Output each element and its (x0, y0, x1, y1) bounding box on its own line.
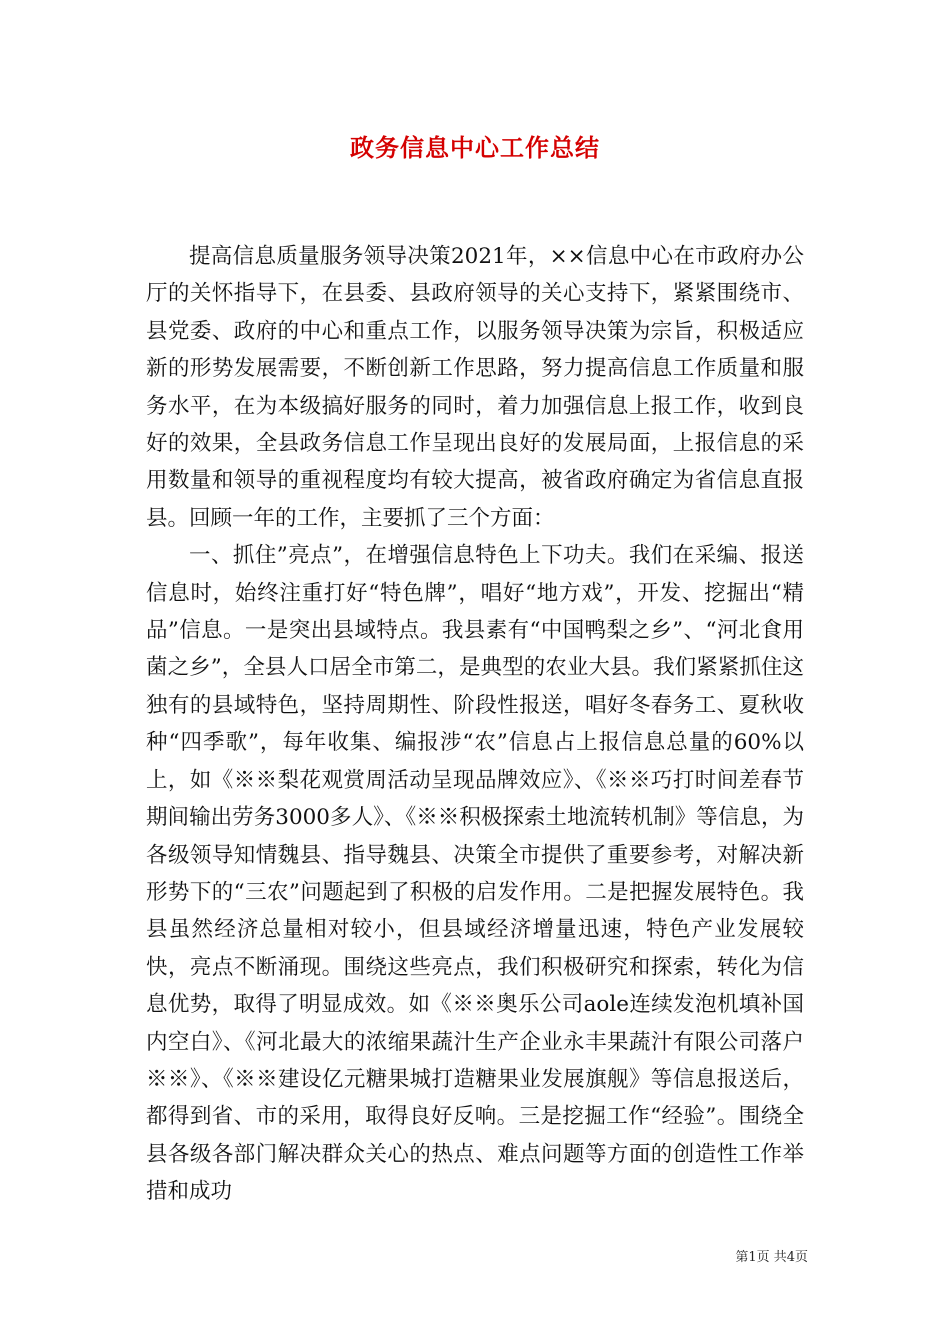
document-title: 政务信息中心工作总结 (350, 133, 600, 162)
page-number-footer: 第1页 共4页 (735, 1250, 808, 1265)
document-body (146, 238, 804, 1211)
paragraph-section-one: 一、抓住”亮点”，在增强信息特色上下功夫。我们在采编、报送信息时，始终注重打好“特色牌”，唱好“地方戏”，开发、挖掘出“精品”信息。一是突出县域特点。我县素有“中国鸭梨之乡”、“河北食用菌之乡”，全县人口居全市第二，是典型的农业大县。我们紧紧抓住这独有的县域特色，坚持周期性、阶段性报送，唱好冬春务工、夏秋收种“四季歌”，每年收集、编报涉“农”信息占上报信息总量的60%以上，如《※※梨花观赏周活动呈现品牌效应》、《※※巧打时间差春节期间输出劳务3000多人》、《※※积极探索土地流转机制》等信息，为各级领导知情魏县、指导魏县、决策全市提供了重要参考，对解决新形势下的“三农”问题起到了积极的启发作用。二是把握发展特色。我县虽然经济总量相对较小，但县域经济增量迅速，特色产业发展较快，亮点不断涌现。围绕这些亮点，我们积极研究和探索，转化为信息优势，取得了明显成效。如《※※奥乐公司aole连续发泡机填补国内空白》、《河北最大的浓缩果蔬汁生产企业永丰果蔬汁有限公司落户※※》、《※※建设亿元糖果城打造糖果业发展旗舰》等信息报送后，都得到省、市的采用，取得良好反响。三是挖掘工作“经验”。围绕全县各级各部门解决群众关心的热点、难点问题等方面的创造性工作举措和成功 (146, 543, 804, 1205)
paragraph-intro: 提高信息质量服务领导决策2021年，××信息中心在市政府办公厅的关怀指导下，在县委、县政府领导的关心支持下，紧紧围绕市、县党委、政府的中心和重点工作，以服务领导决策为宗旨，积极适应新的形势发展需要，不断创新工作思路，努力提高信息工作质量和服务水平，在为本级搞好服务的同时，着力加强信息上报工作，收到良好的效果，全县政务信息工作呈现出良好的发展局面，上报信息的采用数量和领导的重视程度均有较大提高，被省政府确定为省信息直报县。回顾一年的工作，主要抓了三个方面： (146, 244, 804, 531)
